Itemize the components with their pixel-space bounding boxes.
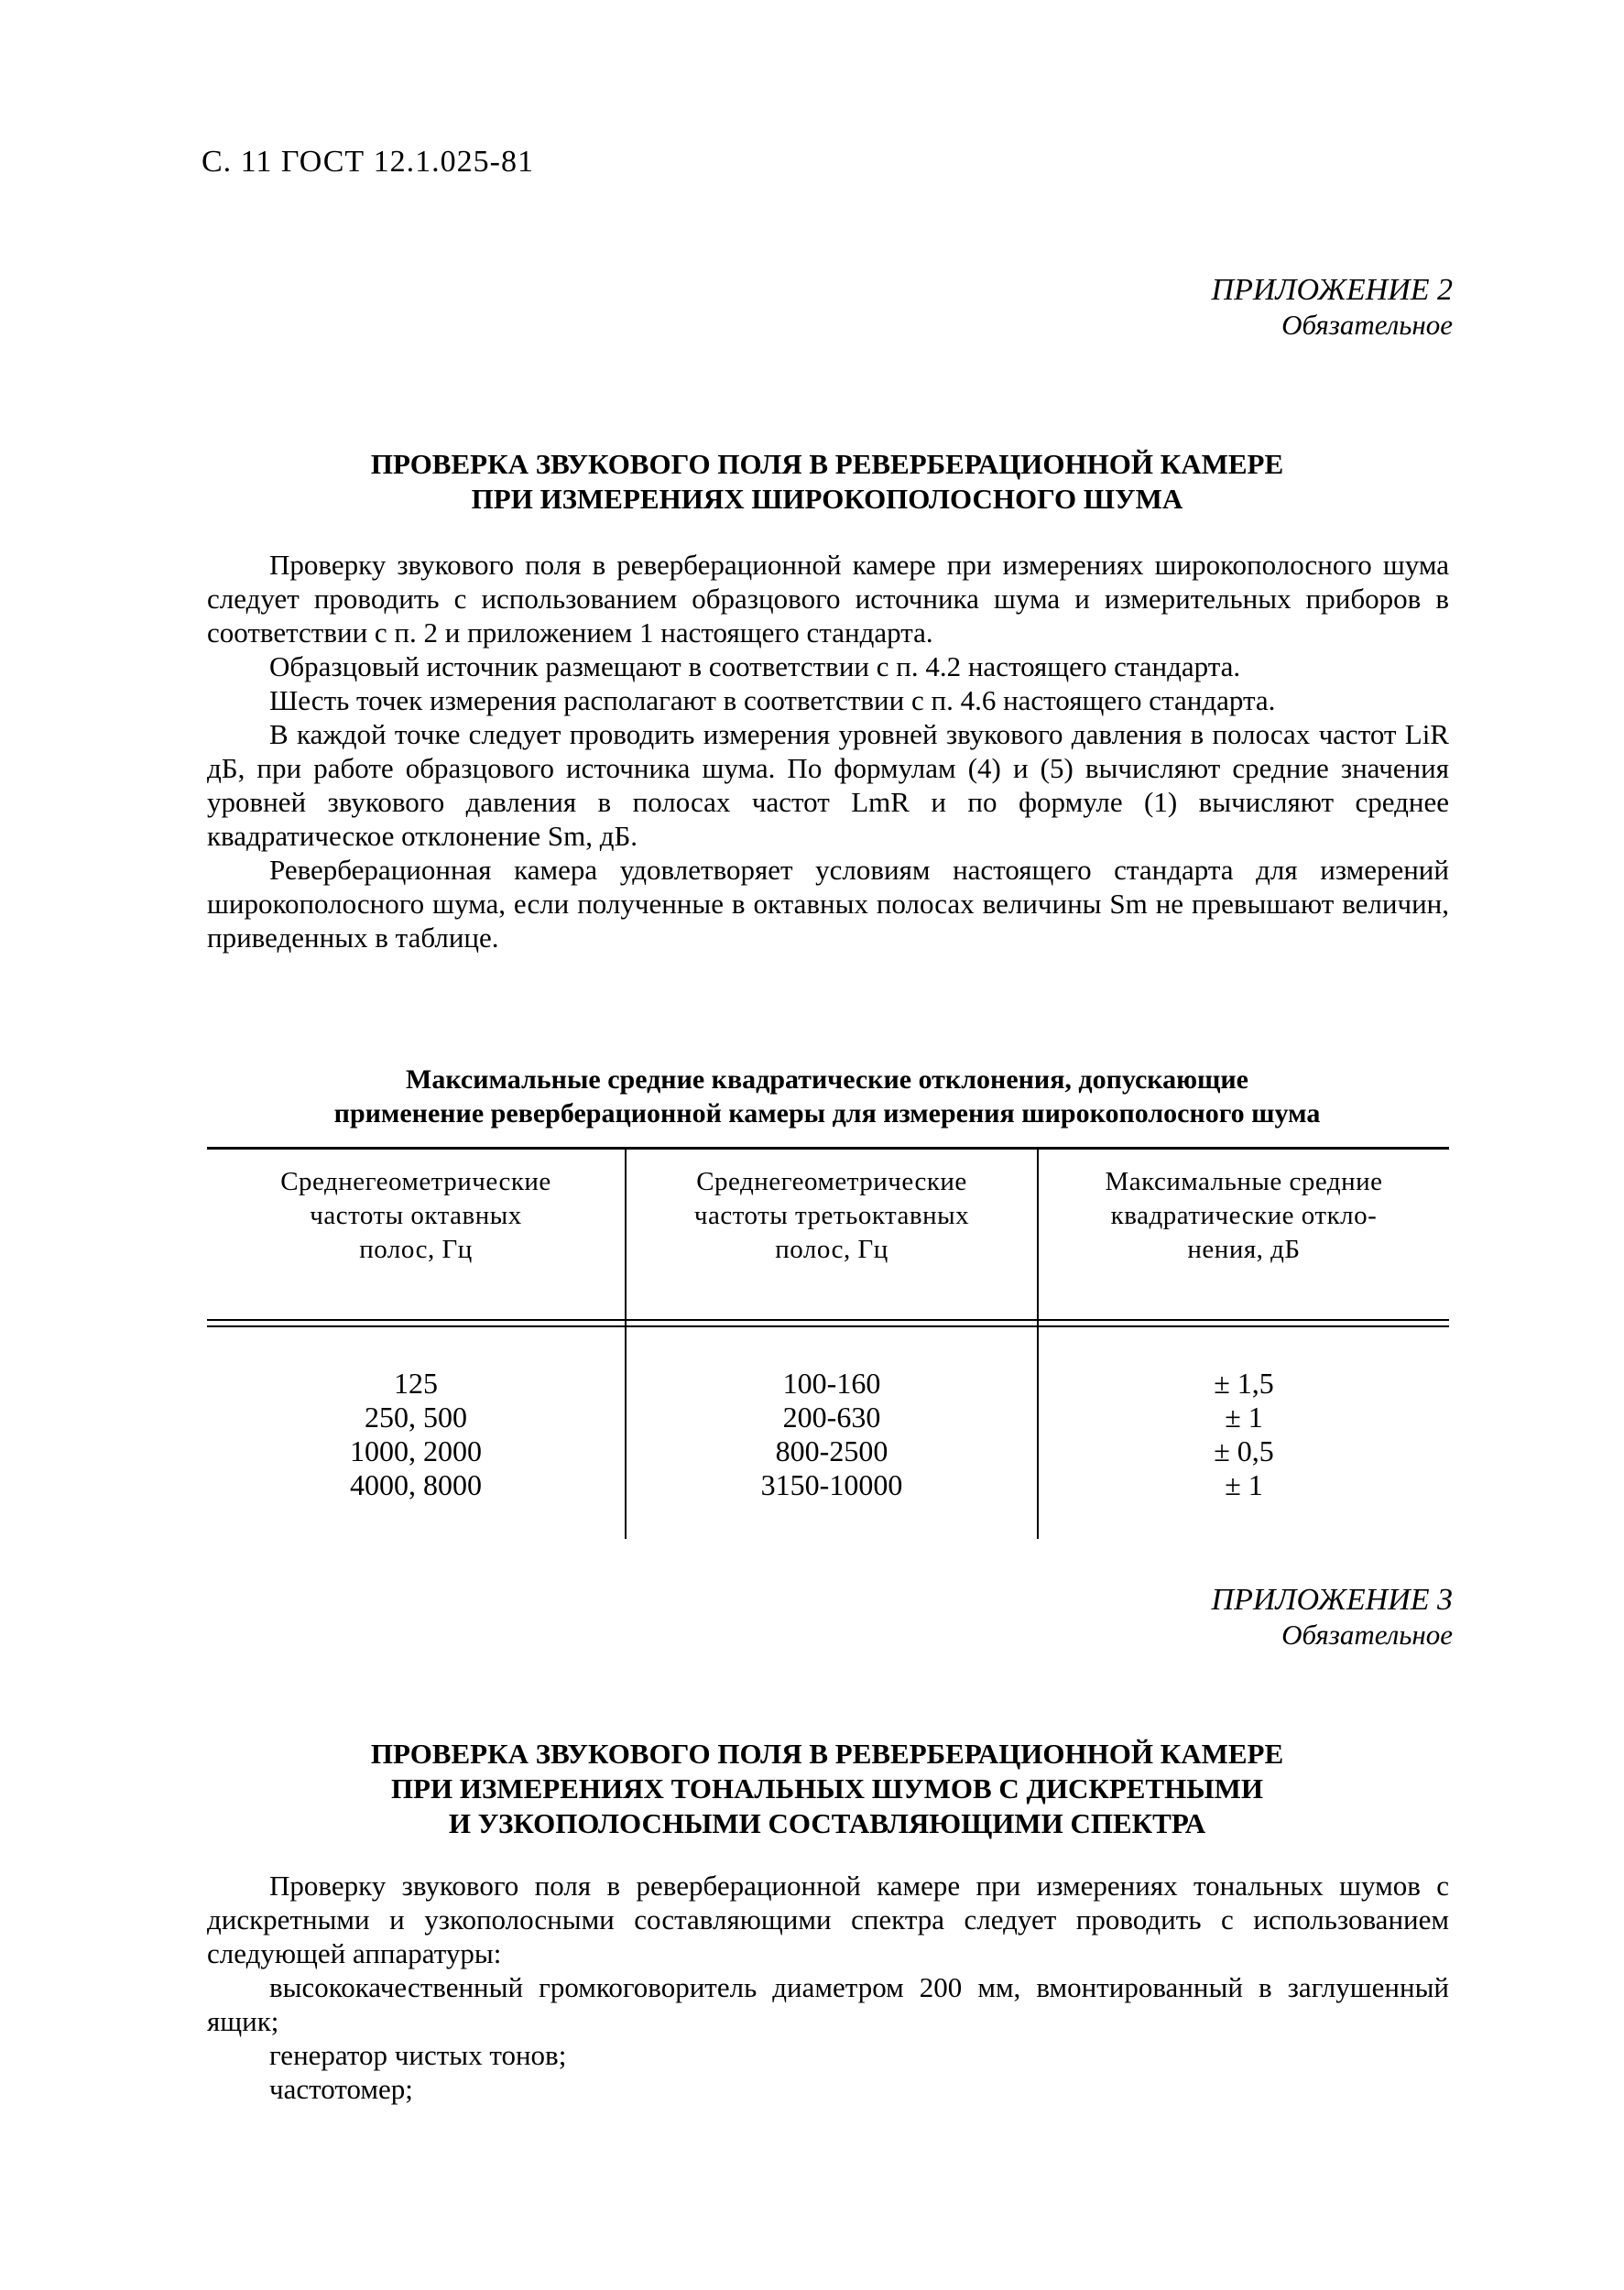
appendix-status: Обязательное: [1281, 1619, 1453, 1651]
appendix-status: Обязательное: [1281, 309, 1453, 341]
caption-line: Максимальные средние квадратические отклонения, допускающие: [406, 1064, 1248, 1095]
table-cell: 800-2500: [775, 1434, 888, 1467]
table-cell: 3150-10000: [760, 1468, 903, 1501]
section-3-body: [207, 1869, 1449, 2106]
table-cell: 125: [394, 1367, 438, 1400]
table-column-deviation: [1039, 1367, 1449, 1502]
header-line: квадратические откло-: [1110, 1201, 1378, 1230]
table-header-rule: [207, 1319, 1449, 1321]
section-3-title: [202, 1737, 1453, 1841]
table-header-cell: [1039, 1165, 1449, 1267]
paragraph: Шесть точек измерения располагают в соответствии с п. 4.6 настоящего стандарта.: [269, 684, 1276, 716]
title-line: ПРОВЕРКА ЗВУКОВОГО ПОЛЯ В РЕВЕРБЕРАЦИОННОЙ КАМЕРЕ: [370, 1738, 1284, 1770]
caption-line: применение реверберационной камеры для измерения широкополосного шума: [333, 1098, 1321, 1129]
paragraph: В каждой точке следует проводить измерения уровней звукового давления в полосах частот LiR дБ, при работе образцового источника шума. По формулам (4) и (5) вычисляют средние значения уровней звукового давления в полосах частот LmR и по формуле (1) вычисляют среднее квадратическое отклонение Sm, дБ.: [207, 718, 1449, 852]
section-2-body: [207, 548, 1449, 954]
header-line: полос, Гц: [359, 1235, 473, 1264]
title-line: ПРИ ИЗМЕРЕНИЯХ ТОНАЛЬНЫХ ШУМОВ С ДИСКРЕТНЫМИ: [390, 1772, 1264, 1805]
header-line: Среднегеометрические: [696, 1167, 967, 1196]
table-cell: ± 1: [1225, 1468, 1263, 1501]
table-cell: 250, 500: [365, 1401, 467, 1434]
header-line: Среднегеометрические: [280, 1167, 551, 1196]
table-cell: ± 1: [1225, 1401, 1263, 1434]
paragraph: генератор чистых тонов;: [269, 2039, 567, 2071]
header-line: полос, Гц: [775, 1235, 888, 1264]
paragraph: Проверку звукового поля в реверберационной камере при измерениях тональных шумов с дискретными и узкополосными составляющими спектра следует проводить с использованием следующей аппаратуры:: [207, 1870, 1449, 1969]
table-cell: 1000, 2000: [350, 1434, 482, 1467]
paragraph: частотомер;: [269, 2073, 413, 2105]
appendix-3-label: [1212, 1583, 1453, 1652]
paragraph: Образцовый источник размещают в соответствии с п. 4.2 настоящего стандарта.: [269, 650, 1241, 682]
header-line: частоты октавных: [310, 1201, 522, 1230]
header-line: частоты третьоктавных: [693, 1201, 970, 1230]
header-line: Максимальные средние: [1105, 1167, 1383, 1196]
table-column-third-octave: [627, 1367, 1037, 1502]
appendix-2-label: [1212, 273, 1453, 343]
header-line: нения, дБ: [1187, 1235, 1301, 1264]
deviation-table: [207, 1147, 1449, 1539]
table-caption: [202, 1063, 1453, 1130]
title-line: ПРИ ИЗМЕРЕНИЯХ ШИРОКОПОЛОСНОГО ШУМА: [471, 483, 1183, 515]
table-header-cell: [627, 1165, 1037, 1267]
table-cell: ± 1,5: [1214, 1367, 1274, 1400]
appendix-number: ПРИЛОЖЕНИЕ 2: [1211, 273, 1453, 307]
page-header: С. 11 ГОСТ 12.1.025-81: [202, 145, 534, 179]
title-line: И УЗКОПОЛОСНЫМИ СОСТАВЛЯЮЩИМИ СПЕКТРА: [448, 1807, 1206, 1839]
appendix-number: ПРИЛОЖЕНИЕ 3: [1211, 1583, 1453, 1617]
table-cell: ± 0,5: [1214, 1434, 1274, 1467]
table-header-rule: [207, 1325, 1449, 1327]
paragraph: высококачественный громкоговоритель диаметром 200 мм, вмонтированный в заглушенный ящик;: [207, 1971, 1449, 2037]
table-top-rule: [207, 1147, 1449, 1150]
table-cell: 200-630: [782, 1401, 881, 1434]
table-cell: 100-160: [782, 1367, 881, 1400]
title-line: ПРОВЕРКА ЗВУКОВОГО ПОЛЯ В РЕВЕРБЕРАЦИОННОЙ КАМЕРЕ: [370, 448, 1284, 480]
section-2-title: [202, 447, 1453, 517]
paragraph: Реверберационная камера удовлетворяет условиям настоящего стандарта для измерений широкополосного шума, если полученные в октавных полосах величины Sm не превышают величин, приведенных в таблице.: [207, 854, 1449, 954]
table-cell: 4000, 8000: [350, 1468, 482, 1501]
table-column-octave: [207, 1367, 625, 1502]
paragraph: Проверку звукового поля в реверберационной камере при измерениях широкополосного шума следует проводить с использованием образцового источника шума и измерительных приборов в соответствии с п. 2 и приложением 1 настоящего стандарта.: [207, 549, 1449, 649]
table-header-cell: [207, 1165, 625, 1267]
